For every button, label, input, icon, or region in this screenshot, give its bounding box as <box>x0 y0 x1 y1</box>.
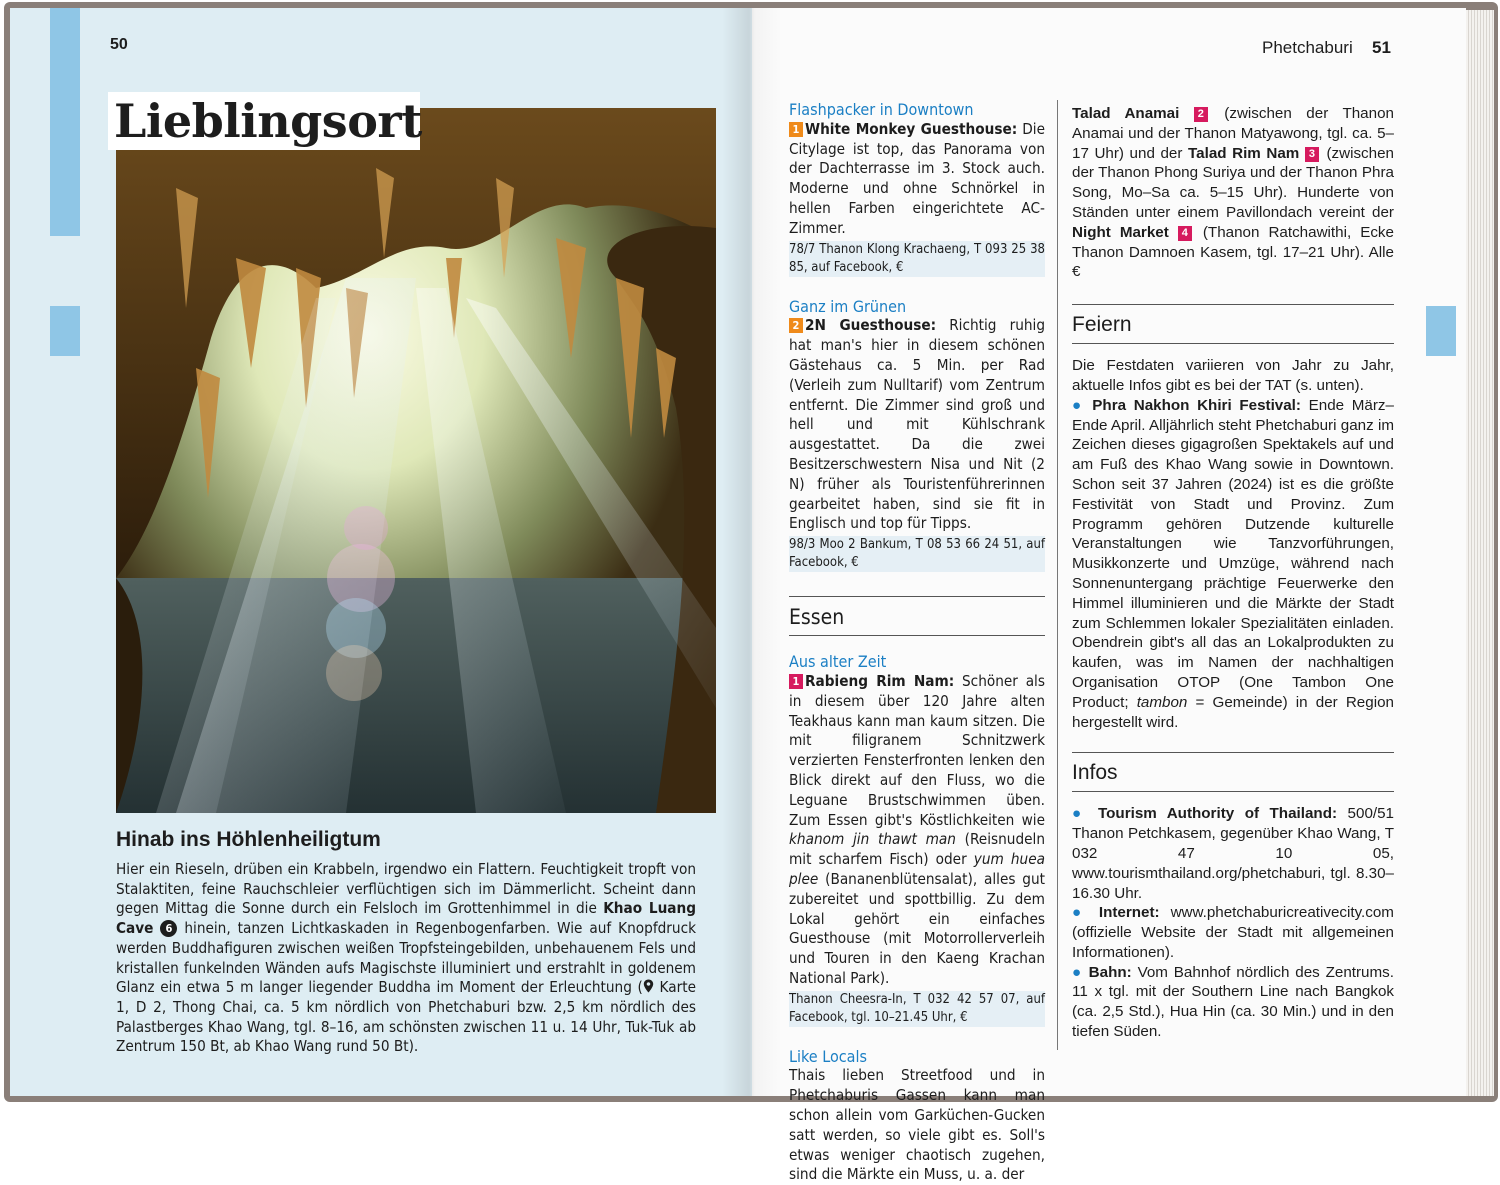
info-internet <box>1072 903 1394 962</box>
cave-photo <box>116 108 716 813</box>
feiern-intro: Die Festdaten variieren von Jahr zu Jahr, aktuelle Infos gibt es bei der TAT (s. unten). <box>1072 357 1394 394</box>
entry-text: Richtig ruhig hat man's hier in diesem schönen Gästehaus ca. 5 Min. per Rad (Verleih zum Nulltarif) vom Zentrum entfernt. Die Zimmer sind groß und hell und mit Kühlschrank ausgestattet. Da die zwei Besitzerschwestern Nisa und Nit (2 N) früher als Touristenführerinnen gearbeitet haben, sind sie fit in Englisch und top für Tipps. <box>789 316 1045 533</box>
festival-entry <box>1072 396 1394 733</box>
info-tat <box>1072 804 1394 903</box>
entry-rabieng-rim-nam <box>789 672 1045 989</box>
feature-text-part-2: hinein, tanzen Lichtkaskaden in Regenbogenfarben. Wie auf Knopfdruck werden Buddhafiguren zwischen weißen Tropfsteingebilden, unbehauenem Fels und kristallen funkelnden Wänden aufs Magischste illuminiert und erstrahlt in goldenem Glanz ein etwa 5 m langer liegender Buddha im Moment der Erleuchtung ( <box>116 919 697 997</box>
info-name: Internet: <box>1098 904 1160 922</box>
page-number-left: 50 <box>110 36 128 53</box>
page-number-right: 51 <box>1372 38 1391 57</box>
section-infos: Infos <box>1072 752 1394 792</box>
festival-name: Phra Nakhon Khiri Festival: <box>1092 396 1301 414</box>
entry-name: Rabieng Rim Nam: <box>805 671 955 690</box>
entry-text: Schöner als in diesem über 120 Jahre alten Teakhaus kann man kaum sitzen. Die mit filigranem Schnitzwerk verzierten Fensterfronten lenken den Blick direkt auf den Fluss, wo die Leguane Brustschwimmen üben. Zum Essen gibt's Köstlichkeiten wie <box>789 671 1045 829</box>
entry-address: 78/7 Thanon Klong Krachaeng, T 093 25 38 85, auf Facebook, € <box>789 241 1045 275</box>
column-divider <box>1057 100 1058 1050</box>
dish-name: yum huea plee <box>789 850 1046 888</box>
column-1 <box>789 100 1045 1185</box>
thumb-tab-right <box>1426 306 1456 356</box>
open-book <box>4 2 1498 1184</box>
subhead-alte-zeit: Aus alter Zeit <box>789 652 887 672</box>
festival-text: Ende März–Ende April. Alljährlich steht Phetchaburi ganz im Zeichen dieses gigagroßen Spektakels auf und am Fuß des Khao Wang sowie in Downtown. Schon seit 37 Jahren (2024) ist es die größte Festivität von Stadt und Provinz. Zum Programm gehören Dutzende kulturelle Veranstaltungen wie Tanzvorführungen, Musikkonzerte und Umzüge, während nach Sonnenuntergang prächtige Feuerwerke den Himmel illuminieren und die Märkte der Stadt zum Schlemmen lokaler Spezialitäten einladen. Obendrein gibt's all das an Lokalprodukten zu kaufen, was im Namen der nachhaltigen Organisation OTOP (One Tambon One Product; <box>1072 396 1394 711</box>
running-head: Phetchaburi <box>1262 38 1353 57</box>
bullet-icon: ● <box>1072 805 1088 823</box>
section-feiern: Feiern <box>1072 304 1394 344</box>
feature-text-part-1: Hier ein Rieseln, drüben ein Krabbeln, irgendwo ein Flattern. Feuchtigkeit tropft von Stalaktiten, feine Rauchschleier verflüchtigen sich im Dämmerlicht. Scheint dann gegen Mittag die Sonne durch ein Felsloch im Grottenhimmel in die <box>116 860 696 918</box>
column-2 <box>1072 104 1394 1042</box>
info-name: Bahn: <box>1088 963 1132 981</box>
cave-light-rays-image <box>116 108 716 813</box>
market-text: (zwischen der Thanon Anamai und der Thanon Matyawong, tgl. ca. 5–17 Uhr) und der <box>1072 105 1394 162</box>
feature-text-part-3: Karte 1, D 2, Thong Chai, ca. 5 km nördlich von Phetchaburi bzw. 2,5 km nördlich des Palastberges Khao Wang, tgl. 8–16, am schönsten zwischen 11 u. 14 Uhr, Tuk-Tuk ab Zentrum 150 Bt, ab Khao Wang rund 50 Bt). <box>116 978 696 1056</box>
term-tambon: tambon <box>1136 693 1188 711</box>
market-name: Talad Rim Nam <box>1188 144 1300 162</box>
section-essen: Essen <box>789 596 1045 636</box>
festival-text: = Gemeinde) in der Region hergestellt wird. <box>1072 693 1394 731</box>
info-name: Tourism Authority of Thailand: <box>1097 805 1338 823</box>
subhead-gruen: Ganz im Grünen <box>789 296 907 316</box>
bullet-icon: ● <box>1072 904 1088 922</box>
info-text: 500/51 Thanon Petchkasem, gegenüber Khao Wang, T 032 47 10 05, www.tourismthailand.org/phetchaburi, tgl. 8.30–16.30 Uhr. <box>1072 805 1394 902</box>
info-text: Vom Bahnhof nördlich des Zentrums. 11 x tgl. mit der Southern Line nach Bangkok (ca. 2,5 Std.), Hua Hin (ca. 30 Min.) und in den tiefen Süden. <box>1072 963 1394 1041</box>
market-name: Night Market <box>1072 223 1169 241</box>
right-page <box>752 8 1466 1184</box>
entry-like-locals-text: Thais lieben Streetfood und in Phetchaburis Gassen kann man schon allein vom Garküchen-Gucken satt werden, so viele gibt es. Soll's etwas weniger chaotisch zugehen, sind die Märkte ein Muss, u. a. der <box>789 1066 1045 1184</box>
entry-name: 2N Guesthouse: <box>805 316 937 335</box>
entry-address: 98/3 Moo 2 Bankum, T 08 53 66 24 51, auf Facebook, € <box>789 537 1045 571</box>
feature-place-name: Khao Luang Cave <box>116 899 697 938</box>
entry-text: (Bananenblütensalat), alles gut zubereitet und spottbillig. Zu dem Lokal gehört ein einfaches Guesthouse (mit Motorrollerverleih und Touren in den Kaeng Krachan National Park). <box>789 869 1045 987</box>
page-edges <box>1466 10 1494 1096</box>
bullet-icon: ● <box>1072 396 1085 414</box>
entry-text: Die Citylage ist top, das Panorama von der Dachterrasse im 3. Stock auch. Moderne und ohne Schnörkel in hellen Farben eingerichtete AC-Zimmer. <box>789 119 1045 237</box>
market-text: (zwischen der Thanon Phong Suriya und der Thanon Phra Song, Mo–Sa ca. 5–15 Uhr). Hunderte von Ständen unter einem Pavillondach vereint der <box>1072 144 1394 221</box>
marker-1-red: 1 <box>789 674 803 689</box>
info-bahn <box>1072 963 1394 1042</box>
entry-name: White Monkey Guesthouse: <box>805 119 1018 138</box>
bullet-icon: ● <box>1072 963 1083 981</box>
feature-text <box>116 860 696 1057</box>
markets-paragraph <box>1072 104 1394 282</box>
entry-2n-guesthouse <box>789 316 1045 534</box>
map-pin-icon <box>643 979 654 993</box>
info-text: www.phetchaburicreativecity.com (offizielle Website der Stadt mit allgemeinen Informationen). <box>1072 904 1394 961</box>
market-name: Talad Anamai <box>1072 105 1180 122</box>
entry-white-monkey <box>789 120 1045 239</box>
subhead-flashpacker: Flashpacker in Downtown <box>789 100 974 119</box>
dish-name: khanom jin thawt man <box>789 830 956 849</box>
feature-title: Hinab ins Höhlenheiligtum <box>116 828 381 851</box>
market-text: (Thanon Ratchawithi, Ecke Thanon Damnoen Kasem, tgl. 17–21 Uhr). Alle € <box>1072 223 1394 281</box>
marker-4-red: 4 <box>1178 226 1192 241</box>
map-marker-badge: 6 <box>160 920 177 937</box>
marker-2-red: 2 <box>1194 107 1208 122</box>
marker-1-orange: 1 <box>789 122 803 137</box>
entry-text: (Reisnudeln mit scharfem Fisch) oder <box>789 830 1045 869</box>
entry-address: Thanon Cheesra-In, T 032 42 57 07, auf Facebook, tgl. 10–21.45 Uhr, € <box>789 991 1045 1025</box>
thumb-tab-top <box>50 8 80 236</box>
marker-2-orange: 2 <box>789 318 803 333</box>
subhead-like-locals: Like Locals <box>789 1046 867 1066</box>
lieblingsort-banner: Lieblingsort <box>108 92 420 150</box>
left-page <box>10 8 752 1096</box>
thumb-tab <box>50 306 80 356</box>
marker-3-red: 3 <box>1305 147 1319 162</box>
